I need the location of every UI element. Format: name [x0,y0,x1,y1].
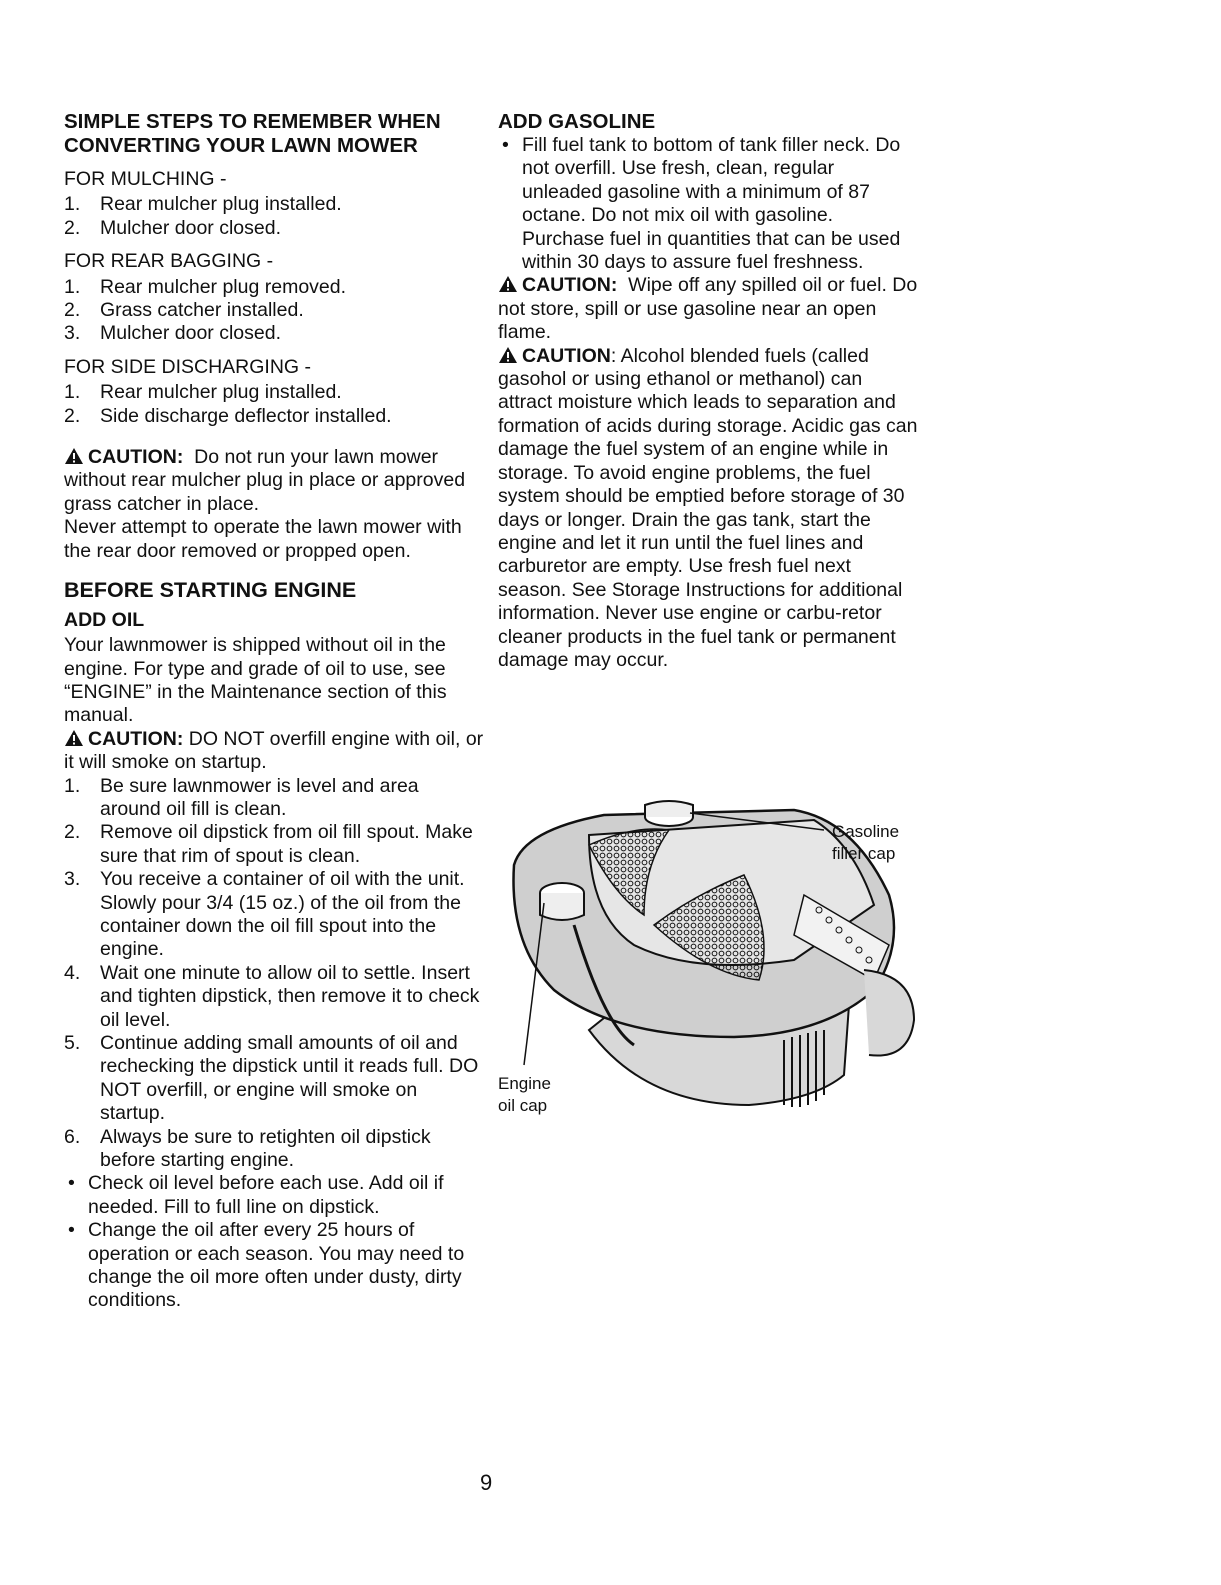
add-oil-text: Your lawnmower is shipped without oil in the engine. For type and grade of oil to use, see “ENGINE” in the Maintenance section of this manual. [64,634,447,727]
engine-figure [494,775,934,1145]
caution-text: DO NOT overfill engine with oil, or it will smoke on startup. [64,727,484,774]
caution-overfill [64,728,484,775]
caution-label: CAUTION: [522,274,618,297]
callout-text: Gasoline [832,822,900,841]
add-oil-heading: ADD OIL [64,609,145,632]
callout-text: Engine [498,1074,551,1093]
warning-triangle-icon [498,275,518,293]
rear-bagging-label: FOR REAR BAGGING - [64,250,274,273]
list-item: 3. You receive a container of oil with the unit. Slowly pour 3/4 (15 oz.) of the oil from the container down the oil fill spout into the engine. [64,868,465,961]
list-item: • Check oil level before each use. Add oil if needed. Fill to full line on dipstick. [68,1172,444,1218]
caution-label: CAUTION [522,344,611,367]
list-item: 1. Rear mulcher plug installed. [64,381,342,404]
warning-triangle-icon [64,447,84,465]
caution-alcohol-fuels [498,345,918,673]
caution-text: : Alcohol blended fuels (called gasohol or using ethanol or methanol) can attract moisture which leads to separation and formation of acids during storage. Acidic gas can damage the fuel system of an engine while in storage. To avoid engine problems, the fuel system should be emptied before storage of 30 days or longer. Drain the gas tank, start the engine and let it run until the fuel lines and carburetor are empty. Use fresh fuel next season. See Storage Instructions for additional information. Never use engine or carbu-retor cleaner products in the fuel tank or permanent damage may occur. [498,344,918,671]
list-item: 2. Mulcher door closed. [64,216,282,239]
caution-label: CAUTION: [88,727,184,750]
oil-bullets-list [64,1172,484,1312]
mulching-list [64,193,484,240]
callout-text: oil cap [498,1096,548,1115]
page-number: 9 [480,1470,493,1495]
caution-rear-door-text: Never attempt to operate the lawn mower with the rear door removed or propped open. [64,516,462,562]
caution-label: CAUTION: [88,446,184,469]
gasoline-bullets-list [498,134,918,274]
list-item: 2. Grass catcher installed. [64,299,304,322]
list-item: 1. Rear mulcher plug removed. [64,275,347,298]
engine-oil-cap-callout [498,1073,551,1117]
side-discharging-label: FOR SIDE DISCHARGING - [64,355,312,378]
list-item: 5. Continue adding small amounts of oil and rechecking the dipstick until it reads full. DO NOT overfill, or engine will smoke on startup. [64,1032,479,1125]
list-item: 4. Wait one minute to allow oil to settle. Insert and tighten dipstick, then remove it to check oil level. [64,961,480,1031]
oil-steps-list [64,775,484,1173]
left-column [64,110,484,1313]
list-item: • Fill fuel tank to bottom of tank filler neck. Do not overfill. Use fresh, clean, regular unleaded gasoline with a minimum of 87 octane. Do not mix oil with gasoline. Purchase fuel in quantities that can be used within 30 days to assure fuel freshness. [502,134,901,274]
warning-triangle-icon [64,729,84,747]
conversion-heading-line1: SIMPLE STEPS TO REMEMBER WHEN [64,110,441,133]
caution-mulcher-plug [64,446,484,516]
side-discharging-list [64,381,484,428]
caution-spilled-fuel [498,274,918,344]
callout-text: filler cap [832,844,896,863]
conversion-heading-line2: CONVERTING YOUR LAWN MOWER [64,134,418,157]
list-item: 1. Rear mulcher plug installed. [64,193,342,216]
warning-triangle-icon [498,346,518,364]
list-item: 3. Mulcher door closed. [64,322,282,345]
mulching-label: FOR MULCHING - [64,168,227,190]
caution-text: Wipe off any spilled oil or fuel. Do not store, spill or use gasoline near an open flame. [498,274,918,344]
list-item: 2. Remove oil dipstick from oil fill spout. Make sure that rim of spout is clean. [64,821,473,867]
add-gasoline-heading: ADD GASOLINE [498,110,656,133]
list-item: 2. Side discharge deflector installed. [64,404,392,427]
list-item: 6. Always be sure to retighten oil dipstick before starting engine. [64,1125,431,1172]
rear-bagging-list [64,276,484,346]
caution-text: Do not run your lawn mower without rear mulcher plug in place or approved grass catcher in place. [64,446,466,515]
list-item: 1. Be sure lawnmower is level and area around oil fill is clean. [64,774,419,820]
gasoline-filler-cap-callout [832,821,899,865]
list-item: • Change the oil after every 25 hours of operation or each season. You may need to change the oil more often under dusty, dirty conditions. [68,1219,465,1312]
right-column [498,110,918,672]
before-starting-heading: BEFORE STARTING ENGINE [64,578,357,603]
